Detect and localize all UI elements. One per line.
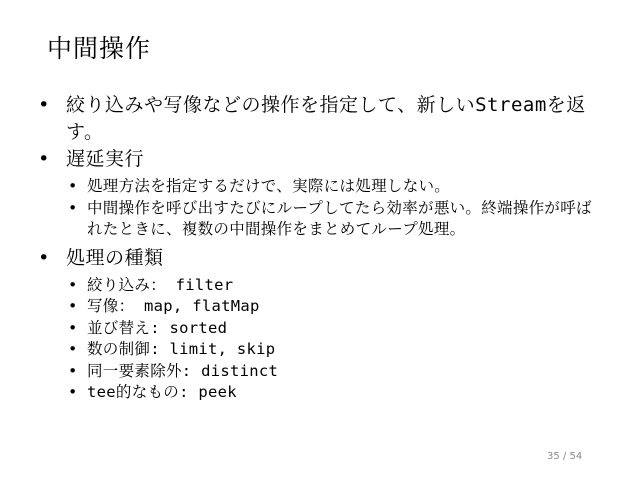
bullet-item	[38, 146, 598, 173]
sub-bullet-item	[38, 296, 598, 318]
bullet-dot-icon: •	[68, 198, 78, 217]
sub-bullet-text: 処理方法を指定するだけで、実際には処理しない。	[87, 177, 451, 195]
bullet-dot-icon: •	[38, 94, 50, 116]
bullet-dot-icon: •	[38, 246, 50, 269]
sub-bullet-text: 同一要素除外: distinct	[87, 361, 279, 380]
bullet-dot-icon: •	[68, 383, 78, 401]
bullet-dot-icon: •	[38, 148, 50, 170]
sub-bullet-item	[38, 318, 598, 340]
bullet-dot-icon: •	[68, 318, 78, 337]
slide-title: 中間操作	[47, 34, 152, 63]
bullet-dot-icon: •	[68, 297, 78, 315]
bullet-dot-icon: •	[68, 361, 78, 380]
bullet-dot-icon: •	[68, 340, 78, 358]
sub-bullet-item	[38, 176, 598, 198]
sub-bullet-text: 中間操作を呼び出すたびにループしてたら効率が悪い。終端操作が呼ばれたときに、複数の中間操作をまとめてループ処理。	[87, 198, 592, 238]
bullet-text: 処理の種類	[66, 246, 164, 269]
sub-bullet-list	[38, 176, 598, 241]
sub-bullet-list	[38, 275, 598, 404]
sub-bullet-item	[38, 275, 598, 297]
sub-bullet-item	[38, 339, 598, 361]
sub-bullet-text: 絞り込み： filter	[87, 275, 234, 294]
bullet-text: 遅延実行	[66, 148, 145, 170]
bullet-item	[38, 92, 598, 146]
sub-bullet-text: 並び替え: sorted	[87, 318, 228, 337]
page-number: 35 / 54	[547, 451, 583, 462]
sub-bullet-item	[38, 361, 598, 383]
sub-bullet-text: tee的なもの: peek	[87, 383, 237, 401]
bullet-dot-icon: •	[68, 177, 78, 195]
slide-content	[38, 92, 598, 408]
sub-bullet-item	[38, 382, 598, 404]
sub-bullet-text: 数の制御: limit, skip	[87, 340, 276, 358]
sub-bullet-text: 写像： map, flatMap	[87, 297, 260, 315]
bullet-item	[38, 245, 598, 272]
sub-bullet-item	[38, 198, 598, 241]
bullet-dot-icon: •	[68, 275, 78, 294]
bullet-text: 絞り込みや写像などの操作を指定して、新しいStreamを返す。	[66, 94, 586, 143]
